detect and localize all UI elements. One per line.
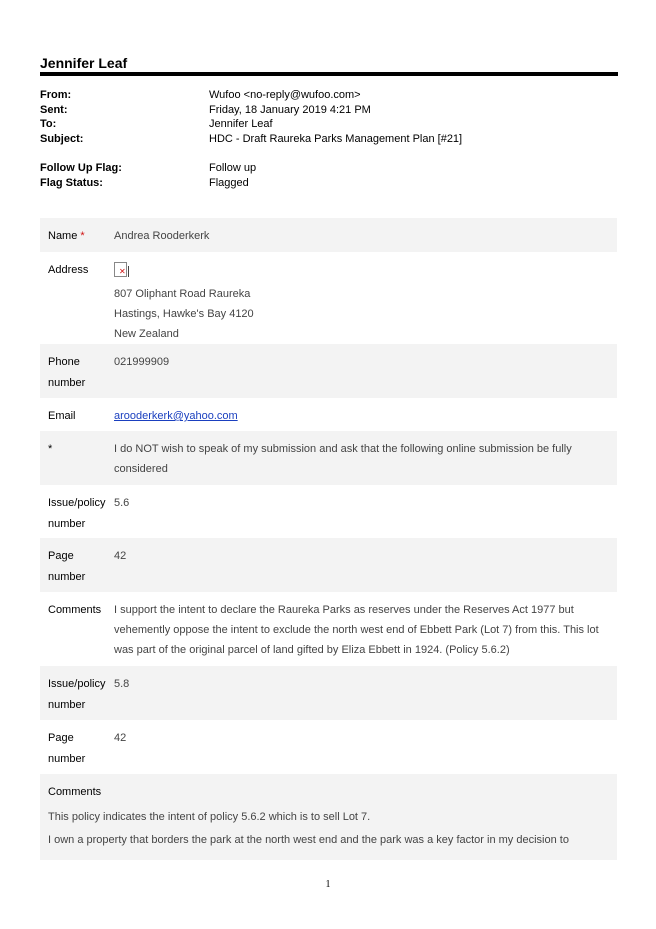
recipient-name: Jennifer Leaf: [40, 55, 128, 71]
from-label: From:: [40, 89, 72, 101]
to-value: Jennifer Leaf: [209, 118, 273, 130]
subject-row: [40, 132, 620, 147]
comments-label-2: Comments: [48, 786, 102, 798]
issue-policy-label-1: Issue/policy number: [48, 497, 106, 530]
speak-value: I do NOT wish to speak of my submission and ask that the following online submission be fully considered: [114, 443, 572, 475]
flag-fields: [40, 161, 620, 190]
phone-value: 021999909: [114, 356, 170, 368]
phone-row: [40, 344, 617, 398]
name-row: [40, 218, 617, 252]
follow-up-value: Follow up: [209, 162, 257, 174]
comments-row-2: [40, 774, 617, 860]
issue-policy-value-2: 5.8: [114, 678, 130, 690]
flag-status-label: Flag Status:: [40, 176, 103, 189]
from-row: [40, 88, 620, 103]
to-row: [40, 117, 620, 132]
address-label: Address: [48, 264, 89, 276]
page-number-row-1: [40, 538, 617, 592]
page-number-value-2: 42: [114, 732, 127, 744]
comments-label-1: Comments: [48, 604, 102, 616]
page-number-label-1: Page number: [48, 550, 86, 583]
sent-row: [40, 103, 620, 118]
sent-value: Friday, 18 January 2019 4:21 PM: [209, 103, 371, 116]
required-mark: *: [80, 230, 85, 242]
issue-policy-row-1: [40, 485, 617, 538]
speak-row: [40, 431, 617, 485]
from-value: Wufoo <no-reply@wufoo.com>: [209, 89, 361, 101]
email-label: Email: [48, 410, 76, 422]
page-number-value-1: 42: [114, 550, 127, 562]
sent-label: Sent:: [40, 103, 68, 116]
title-divider: [40, 72, 618, 76]
issue-policy-label-2: Issue/policy number: [48, 678, 106, 711]
speak-required-mark: *: [48, 443, 53, 455]
flag-status-row: [40, 176, 620, 191]
issue-policy-row-2: [40, 666, 617, 720]
email-header-fields: [40, 88, 620, 146]
address-value: [114, 260, 609, 340]
address-line-2: Hastings, Hawke's Bay 4120: [114, 308, 254, 320]
page-number: 1: [325, 879, 331, 890]
page-number-label-2: Page number: [48, 732, 86, 765]
address-row: [40, 252, 617, 344]
name-value: Andrea Rooderkerk: [114, 230, 210, 242]
comments-value-1: I support the intent to declare the Raureka Parks as reserves under the Reserves Act 1977 but vehemently oppose the intent to exclude the north west end of Ebbett Park (Lot 7) from this. This lot was part of the original parcel of land gifted by Eliza Ebbett in 1924. (Policy 5.6.2): [114, 604, 599, 656]
phone-label: Phone number: [48, 356, 86, 389]
address-line-3: New Zealand: [114, 328, 179, 340]
comments-line-1: This policy indicates the intent of policy 5.6.2 which is to sell Lot 7.: [48, 811, 371, 823]
comments-row-1: [40, 592, 617, 666]
email-link[interactable]: arooderkerk@yahoo.com: [114, 410, 238, 422]
comments-line-2: I own a property that borders the park at the north west end and the park was a key factor in my decision to: [48, 834, 569, 846]
to-label: To:: [40, 118, 57, 130]
flag-status-value: Flagged: [209, 176, 249, 189]
follow-up-label: Follow Up Flag:: [40, 162, 122, 174]
follow-up-row: [40, 161, 620, 176]
broken-image-icon: ✕: [114, 262, 128, 277]
email-row: [40, 398, 617, 431]
address-line-1: 807 Oliphant Road Raureka: [114, 288, 251, 300]
page-number-row-2: [40, 720, 617, 774]
subject-value: HDC - Draft Raureka Parks Management Plan [#21]: [209, 132, 463, 145]
name-label: Name *: [48, 230, 85, 242]
issue-policy-value-1: 5.6: [114, 497, 130, 509]
submission-form: [40, 218, 617, 860]
subject-label: Subject:: [40, 132, 84, 145]
